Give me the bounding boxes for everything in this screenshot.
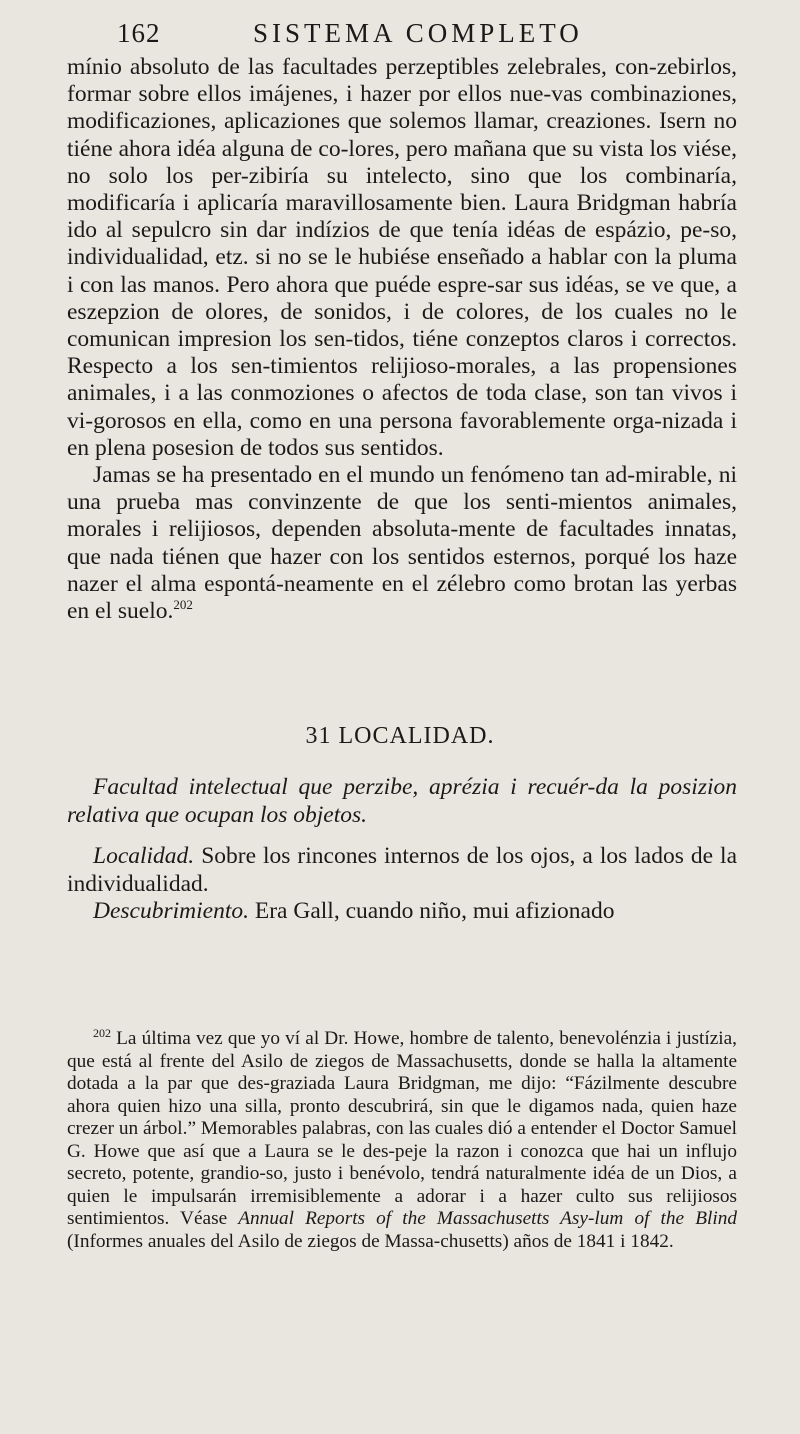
faculty-definition: Facultad intelectual que perzibe, aprézia i recuér-da la posizion relativa que ocupan los objetos.	[67, 774, 737, 828]
footnote-number: 202	[93, 1026, 111, 1040]
footnote-source-title: Annual Reports of the Massachusetts Asy-lum of the Blind	[238, 1208, 737, 1229]
paragraph	[67, 462, 737, 625]
descubrimiento-entry	[67, 898, 737, 926]
page-number: 162	[117, 18, 161, 48]
descubrimiento-text: Era Gall, cuando niño, mui afizionado	[254, 898, 615, 924]
section-body	[67, 774, 737, 926]
running-title: SISTEMA COMPLETO	[253, 18, 583, 48]
localidad-entry	[67, 843, 737, 898]
descubrimiento-label: Descubrimiento.	[93, 898, 249, 924]
footnote-text-end: (Informes anuales del Asilo de ziegos de Massa-chusetts) años de 1841 i 1842.	[67, 1230, 674, 1252]
section-heading: 31 LOCALIDAD.	[305, 723, 495, 749]
footnote	[67, 1028, 737, 1253]
main-text	[67, 54, 737, 625]
footnote-text: La última vez que yo ví al Dr. Howe, hombre de talento, benevolénzia i justízia, que está al frente del Asilo de ziegos de Massachusetts, donde se halla la altamente dotada a la par que des-graziada Laura Bridgman, me dijo: “Fázilmente descubre ahora quien hizo una silla, pronto descubrirá, sin que le digamos nada, quien haze crezer un árbol.” Memorables palabras, con las cuales dió a entender el Doctor Samuel G. Howe que así que a Laura se le des-peje la razon i conozca que hai un influjo secreto, potente, grandio-so, justo i benévolo, tendrá naturalmente idéa de un Dios, a quien le impulsarán irremisiblemente a adorar i a hazer culto sus relijiosos sentimientos. Véase	[67, 1028, 737, 1229]
paragraph-text: Jamas se ha presentado en el mundo un fenómeno tan ad-mirable, ni una prueba mas convinzente de que los senti-mientos animales, morales i relijiosos, dependen absoluta-mente de facultades innatas, que nada tiénen que hazer con los sentidos esternos, porqué los haze nazer el alma espontá-neamente en el zélebro como brotan las yerbas en el suelo.	[67, 462, 737, 625]
footnote-reference: 202	[173, 597, 193, 613]
paragraph: mínio absoluto de las facultades perzeptibles zelebrales, con-zebirlos, formar sobre ellos imájenes, i hazer por ellos nue-vas combinaziones, modificaziones, aplicaziones que solemos llamar, creaziones. Isern no tiéne ahora idéa alguna de co-lores, pero mañana que su vista los viése, no solo los per-zibiría su intelecto, sino que los combinaría, modificaría i aplicaría maravillosamente bien. Laura Bridgman habría ido al sepulcro sin dar indízios de que tenía idéas de espázio, pe-so, individualidad, etz. si no se le hubiése enseñado a hablar con la pluma i con las manos. Pero ahora que puéde espre-sar sus idéas, se ve que, a eszepzion de olores, de sonidos, i de colores, de los cuales no le comunican impresion los sen-tidos, tiéne conzeptos claros i correctos. Respecto a los sen-timientos relijioso-morales, a las propensiones animales, i a las conmoziones o afectos de toda clase, son tan vivos i vi-gorosos en ella, como en una persona favorablemente orga-nizada i en plena posesion de todos sus sentidos.	[67, 54, 737, 461]
page-header	[117, 18, 717, 52]
localidad-text: Sobre los rincones internos de los ojos, a los lados de la individualidad.	[67, 843, 737, 897]
footnote-paragraph	[67, 1028, 737, 1253]
localidad-label: Localidad.	[93, 843, 195, 869]
